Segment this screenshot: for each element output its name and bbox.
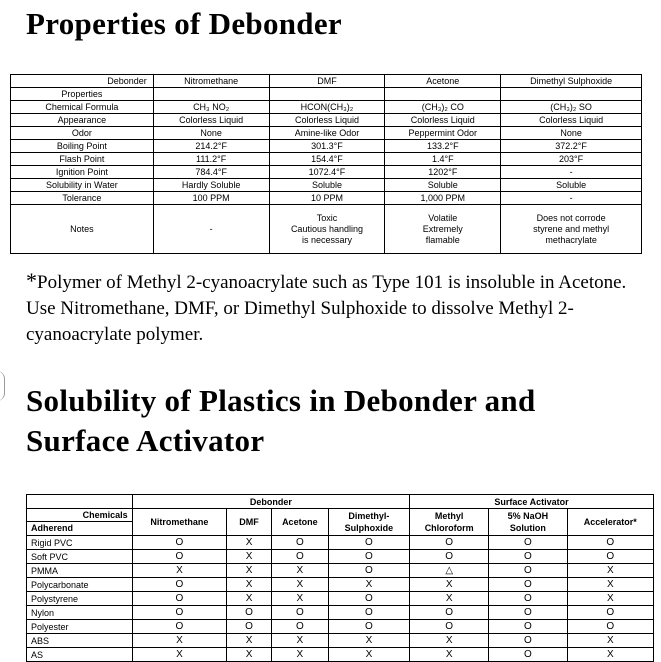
column-header	[410, 509, 489, 536]
table-cell: HCON(CH₃)₂	[269, 101, 385, 114]
solubility-symbol: X	[132, 564, 227, 578]
solubility-symbol: X	[271, 648, 328, 662]
table-cell: 784.4°F	[153, 166, 269, 179]
properties-table	[10, 74, 642, 254]
table-cell: 1.4°F	[385, 153, 501, 166]
solubility-symbol: X	[227, 648, 272, 662]
column-header	[132, 509, 227, 536]
footnote-star: *	[26, 268, 37, 293]
table-cell: 203°F	[501, 153, 642, 166]
solubility-symbol: O	[328, 606, 409, 620]
solubility-symbol: O	[328, 564, 409, 578]
adherend-name: Nylon	[27, 606, 133, 620]
column-header-line: Dimethyl-	[348, 511, 390, 521]
table-row	[27, 620, 654, 634]
row-label: Solubility in Water	[11, 179, 154, 192]
solubility-symbol: X	[567, 634, 653, 648]
solubility-symbol: O	[567, 606, 653, 620]
solubility-symbol: X	[271, 564, 328, 578]
table-cell: None	[501, 127, 642, 140]
row-label: Boiling Point	[11, 140, 154, 153]
table-cell: Amine-like Odor	[269, 127, 385, 140]
empty-cell	[269, 88, 385, 101]
table-row	[27, 634, 654, 648]
solubility-symbol: O	[410, 620, 489, 634]
table-row	[11, 114, 642, 127]
row-label: Chemical Formula	[11, 101, 154, 114]
table-cell: 1072.4°F	[269, 166, 385, 179]
table-cell: Soluble	[385, 179, 501, 192]
page-title-solubility	[26, 381, 536, 461]
solubility-symbol: O	[410, 606, 489, 620]
solubility-symbol: X	[328, 648, 409, 662]
adherend-name: Polystyrene	[27, 592, 133, 606]
solubility-symbol: O	[410, 550, 489, 564]
table-cell: CH₃ NO₂	[153, 101, 269, 114]
insolubility-note	[26, 268, 646, 348]
table-row	[11, 153, 642, 166]
adherend-name: Polycarbonate	[27, 578, 133, 592]
table-cell: Colorless Liquid	[385, 114, 501, 127]
column-header-line: Chloroform	[424, 523, 474, 533]
header-cell: DMF	[269, 75, 385, 88]
column-header-line: Methyl	[434, 511, 464, 521]
solubility-symbol: O	[328, 592, 409, 606]
solubility-symbol: X	[410, 648, 489, 662]
adherend-name: AS	[27, 648, 133, 662]
solubility-symbol: X	[227, 578, 272, 592]
table-row	[11, 101, 642, 114]
notes-line: Extremely	[422, 223, 463, 234]
table-cell: -	[501, 192, 642, 205]
solubility-symbol: △	[410, 564, 489, 578]
notes-line: Does not corrode	[536, 212, 606, 223]
table-row	[27, 578, 654, 592]
solubility-symbol: X	[227, 564, 272, 578]
solubility-symbol: X	[227, 592, 272, 606]
solubility-symbol: O	[227, 620, 272, 634]
column-header-row	[27, 509, 654, 536]
solubility-symbol: O	[132, 592, 227, 606]
column-header-line: 5% NaOH	[507, 511, 549, 521]
page-title-properties: Properties of Debonder	[26, 6, 342, 41]
table-cell: (CH₃)₂ SO	[501, 101, 642, 114]
table-cell: Colorless Liquid	[501, 114, 642, 127]
solubility-symbol: O	[489, 634, 567, 648]
adherend-name: ABS	[27, 634, 133, 648]
solubility-symbol: X	[567, 592, 653, 606]
table-cell: 214.2°F	[153, 140, 269, 153]
notes-line: Toxic	[316, 212, 338, 223]
table-cell: 111.2°F	[153, 153, 269, 166]
table-row	[11, 179, 642, 192]
solubility-symbol: X	[271, 578, 328, 592]
notes-line: Cautious handling	[290, 223, 363, 234]
header-cell: Dimethyl Sulphoxide	[501, 75, 642, 88]
notes-line: is necessary	[301, 234, 352, 245]
column-header	[271, 509, 328, 536]
solubility-symbol: O	[489, 550, 567, 564]
solubility-symbol: O	[271, 536, 328, 550]
table-cell: Colorless Liquid	[269, 114, 385, 127]
solubility-symbol: O	[132, 550, 227, 564]
notes-cell-acetone	[385, 205, 501, 254]
table-row	[27, 648, 654, 662]
solubility-symbol: X	[271, 634, 328, 648]
table-cell: None	[153, 127, 269, 140]
solubility-symbol: X	[328, 634, 409, 648]
chemicals-adherend-corner	[27, 509, 133, 536]
adherend-name: Rigid PVC	[27, 536, 133, 550]
empty-cell	[153, 88, 269, 101]
table-cell: 10 PPM	[269, 192, 385, 205]
adherend-name: Polyester	[27, 620, 133, 634]
notes-row	[11, 205, 642, 254]
page-edge-arc	[0, 371, 5, 401]
solubility-symbol: X	[410, 634, 489, 648]
empty-cell	[501, 88, 642, 101]
solubility-symbol: O	[489, 578, 567, 592]
solubility-symbol: X	[567, 578, 653, 592]
notes-line: Volatile	[428, 212, 458, 223]
notes-line: methacrylate	[545, 234, 597, 245]
note-body: Polymer of Methyl 2-cyanoacrylate such as Type 101 is insoluble in Acetone. Use Nitromethane, DMF, or Dimethyl Sulphoxide to dissolve Methyl 2-cyanoacrylate polymer.	[26, 272, 627, 345]
table-cell: Soluble	[501, 179, 642, 192]
solubility-symbol: O	[328, 620, 409, 634]
table-row	[27, 536, 654, 550]
table-cell: 133.2°F	[385, 140, 501, 153]
solubility-symbol: O	[410, 536, 489, 550]
column-header	[328, 509, 409, 536]
column-header-line: Sulphoxide	[344, 523, 394, 533]
group-debonder: Debonder	[132, 495, 409, 509]
solubility-symbol: O	[328, 536, 409, 550]
solubility-symbol: O	[489, 536, 567, 550]
group-surface-activator: Surface Activator	[410, 495, 654, 509]
solubility-symbol: O	[271, 620, 328, 634]
table-cell: -	[501, 166, 642, 179]
table-row	[27, 592, 654, 606]
solubility-symbol: O	[489, 606, 567, 620]
table-cell: 301.3°F	[269, 140, 385, 153]
solubility-symbol: O	[567, 536, 653, 550]
chemicals-label: Chemicals	[27, 509, 132, 522]
row-label: Appearance	[11, 114, 154, 127]
table-row	[11, 140, 642, 153]
table-cell: 100 PPM	[153, 192, 269, 205]
solubility-symbol: X	[328, 578, 409, 592]
header-cell-debonder: Debonder	[11, 75, 154, 88]
notes-cell-dmso	[501, 205, 642, 254]
solubility-symbol: X	[227, 634, 272, 648]
column-header-line: Nitromethane	[150, 517, 209, 527]
solubility-symbol: O	[271, 550, 328, 564]
notes-cell: -	[153, 205, 269, 254]
solubility-symbol: O	[489, 592, 567, 606]
solubility-symbol: O	[132, 606, 227, 620]
solubility-symbol: X	[567, 564, 653, 578]
table-cell: Soluble	[269, 179, 385, 192]
solubility-symbol: X	[132, 634, 227, 648]
table-cell: 1202°F	[385, 166, 501, 179]
column-header-line: Acetone	[282, 517, 318, 527]
notes-cell-dmf	[269, 205, 385, 254]
solubility-symbol: O	[132, 578, 227, 592]
table-row	[27, 564, 654, 578]
solubility-symbol: O	[132, 620, 227, 634]
table-cell: 1,000 PPM	[385, 192, 501, 205]
row-label: Tolerance	[11, 192, 154, 205]
solubility-symbol: O	[328, 550, 409, 564]
title-line-2: Surface Activator	[26, 423, 265, 458]
column-header-line: Accelerator*	[583, 517, 637, 527]
empty-corner	[27, 495, 133, 509]
row-label: Odor	[11, 127, 154, 140]
solubility-symbol: X	[410, 592, 489, 606]
solubility-symbol: O	[567, 550, 653, 564]
solubility-symbol: O	[227, 606, 272, 620]
properties-label-row	[11, 88, 642, 101]
adherend-name: Soft PVC	[27, 550, 133, 564]
table-row	[11, 166, 642, 179]
column-header	[489, 509, 567, 536]
table-cell: 154.4°F	[269, 153, 385, 166]
column-header-line: DMF	[239, 517, 259, 527]
table-cell: (CH₃)₂ CO	[385, 101, 501, 114]
solubility-symbol: O	[271, 606, 328, 620]
solubility-symbol: X	[567, 648, 653, 662]
adherend-label: Adherend	[31, 523, 74, 533]
row-label: Ignition Point	[11, 166, 154, 179]
row-label: Flash Point	[11, 153, 154, 166]
solubility-symbol: X	[227, 550, 272, 564]
notes-line: flamable	[425, 234, 460, 245]
table-cell: Hardly Soluble	[153, 179, 269, 192]
adherend-name: PMMA	[27, 564, 133, 578]
solubility-symbol: X	[227, 536, 272, 550]
properties-label: Properties	[11, 88, 154, 101]
table-cell: Peppermint Odor	[385, 127, 501, 140]
table-row	[11, 127, 642, 140]
notes-label: Notes	[11, 205, 154, 254]
notes-line: styrene and methyl	[533, 223, 610, 234]
solubility-symbol: X	[132, 648, 227, 662]
table-cell: Colorless Liquid	[153, 114, 269, 127]
empty-cell	[385, 88, 501, 101]
solubility-symbol: X	[410, 578, 489, 592]
column-header-line: Solution	[509, 523, 546, 533]
table-cell: 372.2°F	[501, 140, 642, 153]
table-row	[11, 192, 642, 205]
column-header	[227, 509, 272, 536]
group-header-row	[27, 495, 654, 509]
solubility-symbol: O	[567, 620, 653, 634]
header-cell: Nitromethane	[153, 75, 269, 88]
solubility-symbol: O	[489, 564, 567, 578]
table-row	[27, 550, 654, 564]
title-line-1: Solubility of Plastics in Debonder and	[26, 383, 536, 418]
table-row	[27, 606, 654, 620]
solubility-symbol: O	[132, 536, 227, 550]
table-header-row	[11, 75, 642, 88]
solubility-symbol: O	[489, 648, 567, 662]
solubility-table	[26, 494, 654, 662]
header-cell: Acetone	[385, 75, 501, 88]
solubility-symbol: O	[489, 620, 567, 634]
solubility-symbol: X	[271, 592, 328, 606]
column-header	[567, 509, 653, 536]
